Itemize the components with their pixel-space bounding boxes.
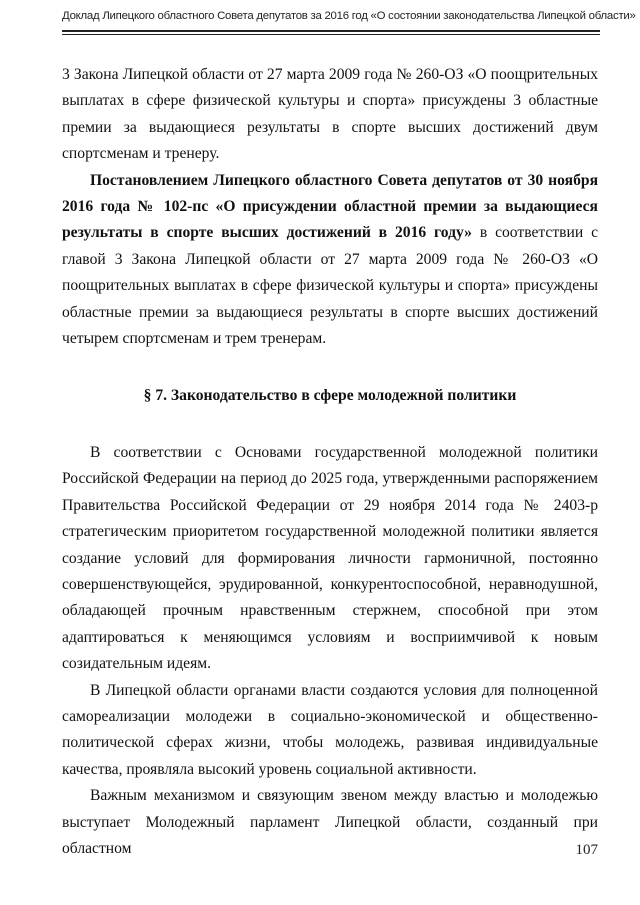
paragraph-2-rest: в соответствии с главой 3 Закона Липецкой области от 27 марта 2009 года № 260-ОЗ «О поощрительных выплатах в сфере физической культуры и спорта» присуждены областные премии за выдающиеся результаты в спорте высших достижений четырем спортсменам и трем тренерам. bbox=[62, 224, 599, 348]
page-content bbox=[62, 62, 598, 862]
header-rule-thin bbox=[62, 34, 600, 35]
paragraph-2 bbox=[62, 168, 598, 353]
header-rule bbox=[62, 30, 600, 32]
page-number: 107 bbox=[575, 842, 598, 858]
section-title: § 7. Законодательство в сфере молодежной политики bbox=[143, 387, 517, 405]
page-header: Доклад Липецкого областного Совета депутатов за 2016 год «О состоянии законодательства Липецкой области» bbox=[62, 10, 636, 22]
paragraph-1: 3 Закона Липецкой области от 27 марта 2009 года № 260-ОЗ «О поощрительных выплатах в сфере физической культуры и спорта» присуждены 3 областные премии за выдающиеся результаты в спорте высших достижений двум спортсменам и тренеру. bbox=[62, 66, 598, 163]
paragraph-4: В Липецкой области органами власти создаются условия для полноценной самореализации молодежи в социально-экономической и общественно-политической сферах жизни, чтобы молодежь, развивая индивидуальные качества, проявляла высокий уровень социальной активности. bbox=[62, 681, 598, 778]
paragraph-3: В соответствии с Основами государственной молодежной политики Российской Федерации на период до 2025 года, утвержденными распоряжением Правительства Российской Федерации от 29 ноября 2014 года № 2403-р стратегическим приоритетом государственной молодежной политики является создание условий для формирования личности гармоничной, постоянно совершенствующейся, эрудированной, конкурентоспособной, неравнодушной, обладающей прочным нравственным стержнем, способной при этом адаптироваться к меняющимся условиям и восприимчивой к новым созидательным идеям. bbox=[62, 443, 598, 673]
paragraph-5: Важным механизмом и связующим звеном между властью и молодежью выступает Молодежный парламент Липецкой области, созданный при областном bbox=[62, 787, 598, 857]
paragraph-2-bold-lead: Постановлением Липецкого областного Совета депутатов от 30 ноября 2016 года № 102-пс «О присуждении областной премии за выдающиеся результаты в спорте высших достижений в 2016 году» bbox=[62, 171, 598, 242]
